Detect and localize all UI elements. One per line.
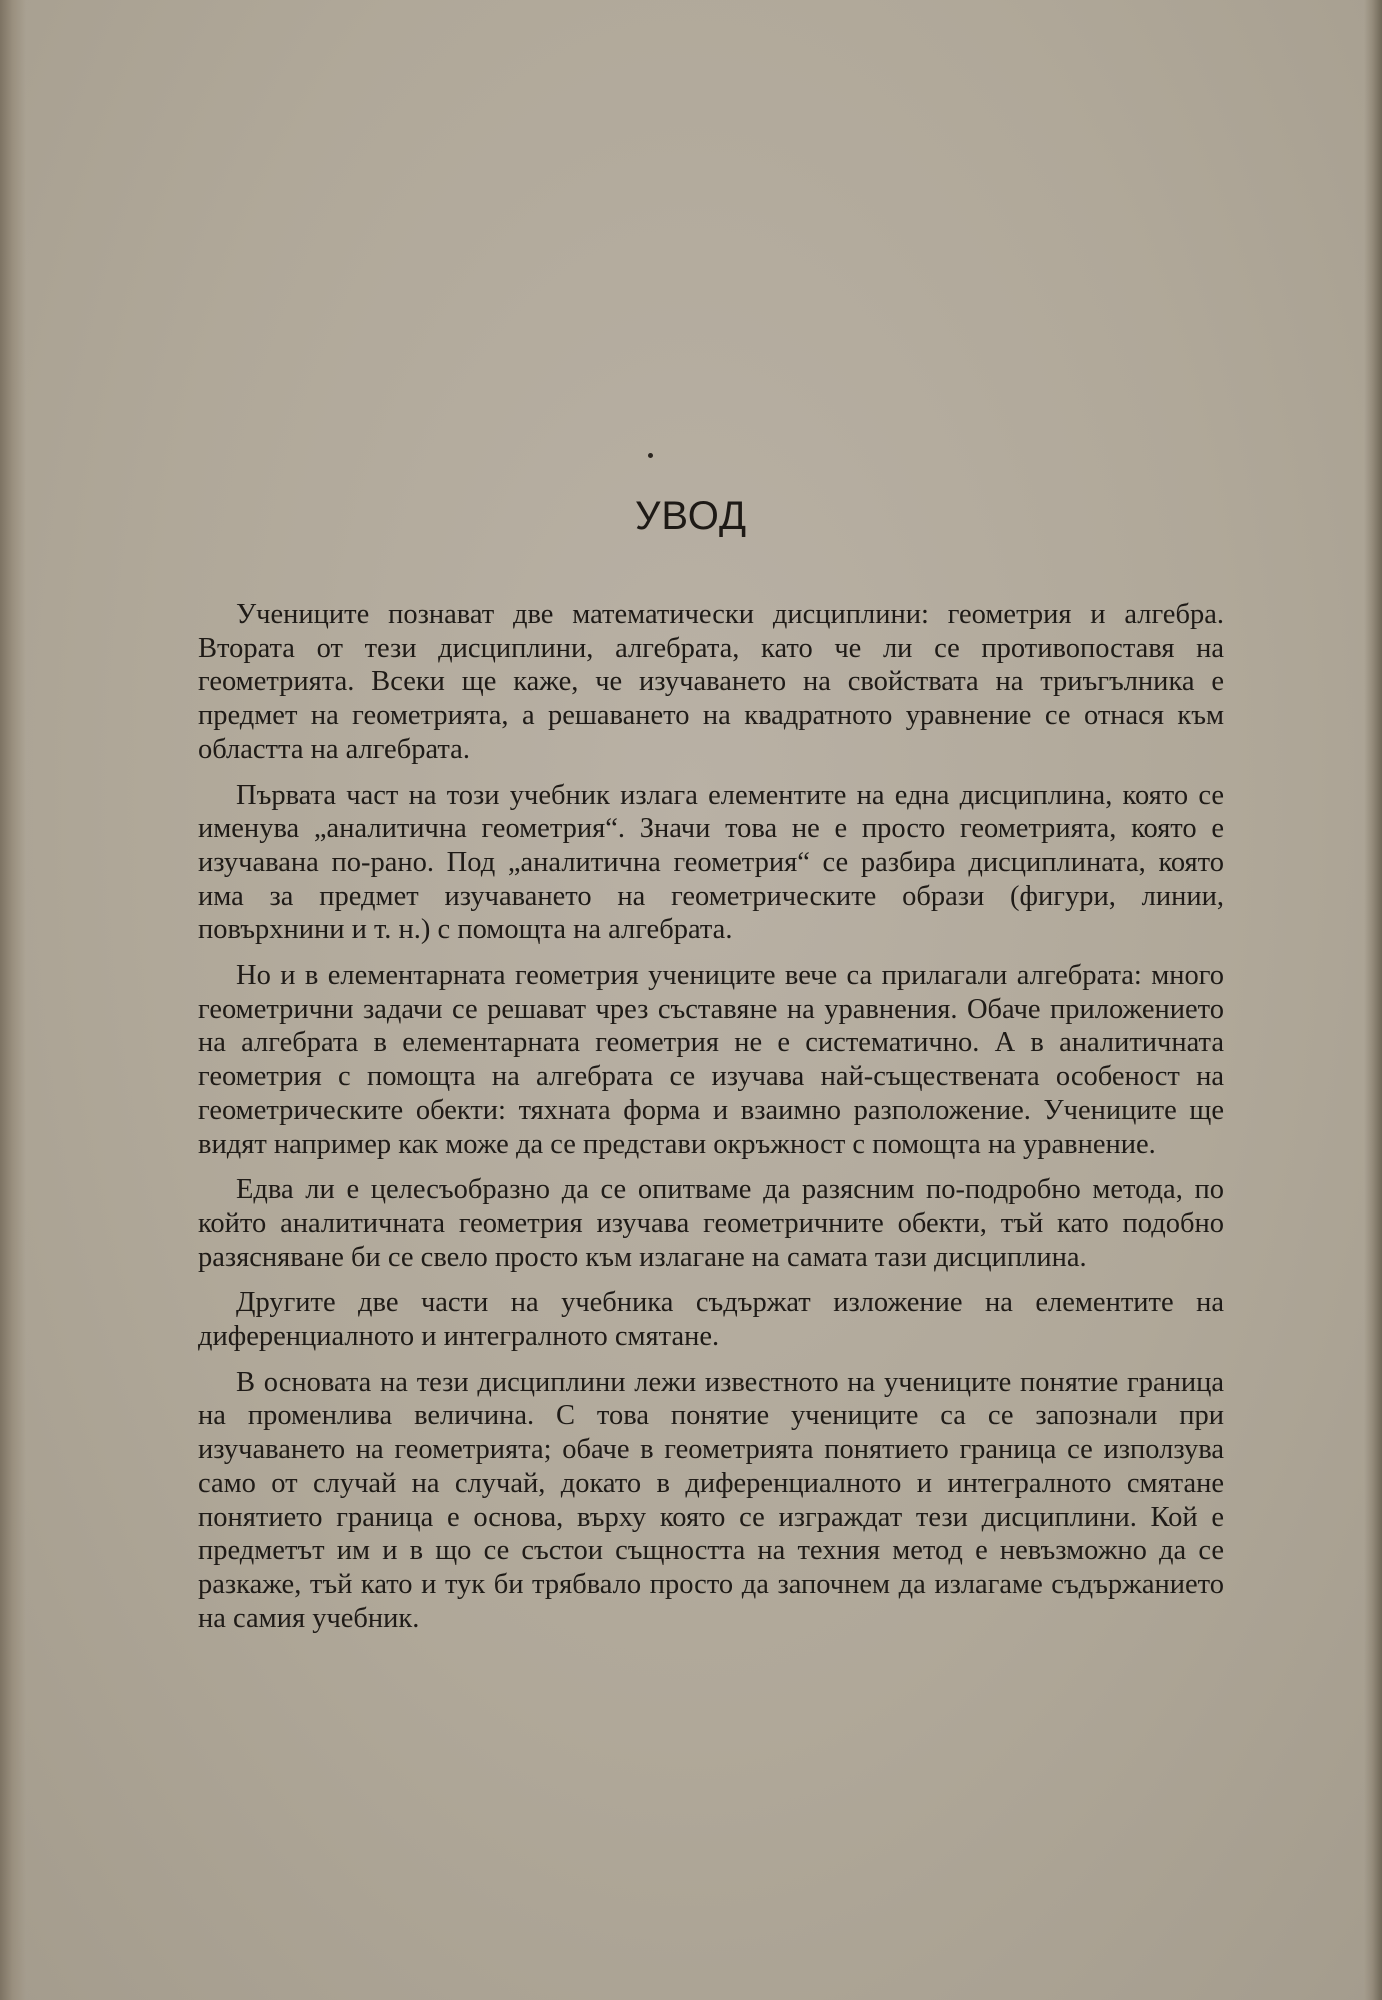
paragraph-5: Другите две части на учебника съдържат изложение на елементите на диференциалното и интегралното смятане.	[198, 1287, 1224, 1353]
paragraph-1: Учениците познават две математически дисциплини: геометрия и алгебра. Втората от тези дисциплини, алгебрата, като че ли се противопоставя на геометрията. Всеки ще каже, че изучаването на свойствата на триъгълника е предмет на геометрията, а решаването на квадратното уравнение се отнася към областта на алгебрата.	[198, 599, 1224, 765]
paragraph-3: Но и в елементарната геометрия учениците вече са прилагали алгебрата: много геометрични задачи се решават чрез съставяне на уравнения. Обаче приложението на алгебрата в елементарната геометрия не е систематично. А в аналитичната геометрия с помощта на алгебрата се изучава най-съществената особеност на геометрическите обекти: тяхната форма и взаимно разположение. Учениците ще видят например как може да се представи окръжност с помощта на уравнение.	[198, 960, 1224, 1160]
page-left-edge	[0, 0, 26, 2000]
ink-speck	[648, 453, 653, 458]
paragraph-4: Едва ли е целесъобразно да се опитваме да разясним по-подробно метода, по който аналитичната геометрия изучава геометричните обекти, тъй като подобно разясняване би се свело просто към излагане на самата тази дисциплина.	[198, 1174, 1224, 1273]
page-title: УВОД	[634, 494, 748, 538]
paragraph-2: Първата част на този учебник излага елементите на една дисциплина, която се именува „аналитична геометрия“. Значи това не е просто геометрията, която е изучавана по-рано. Под „аналитична геометрия“ се разбира дисциплината, която има за предмет изучаването на геометрическите образи (фигури, линии, повърхнини и т. н.) с помощта на алгебрата.	[198, 779, 1224, 946]
page-right-edge	[1364, 0, 1382, 2000]
body-text	[198, 598, 1224, 1647]
paragraph-6: В основата на тези дисциплини лежи известното на учениците понятие граница на променлива величина. С това понятие учениците са се запознали при изучаването на геометрията; обаче в геометрията понятието граница се използува само от случай на случай, докато в диференциалното и интегралното смятане понятието граница е основа, върху която се изграждат тези дисциплини. Кой е предметът им и в що се състои същността на техния метод е невъзможно да се разкаже, тъй като и тук би трябвало просто да започнем да излагаме съдържанието на самия учебник.	[198, 1366, 1224, 1634]
